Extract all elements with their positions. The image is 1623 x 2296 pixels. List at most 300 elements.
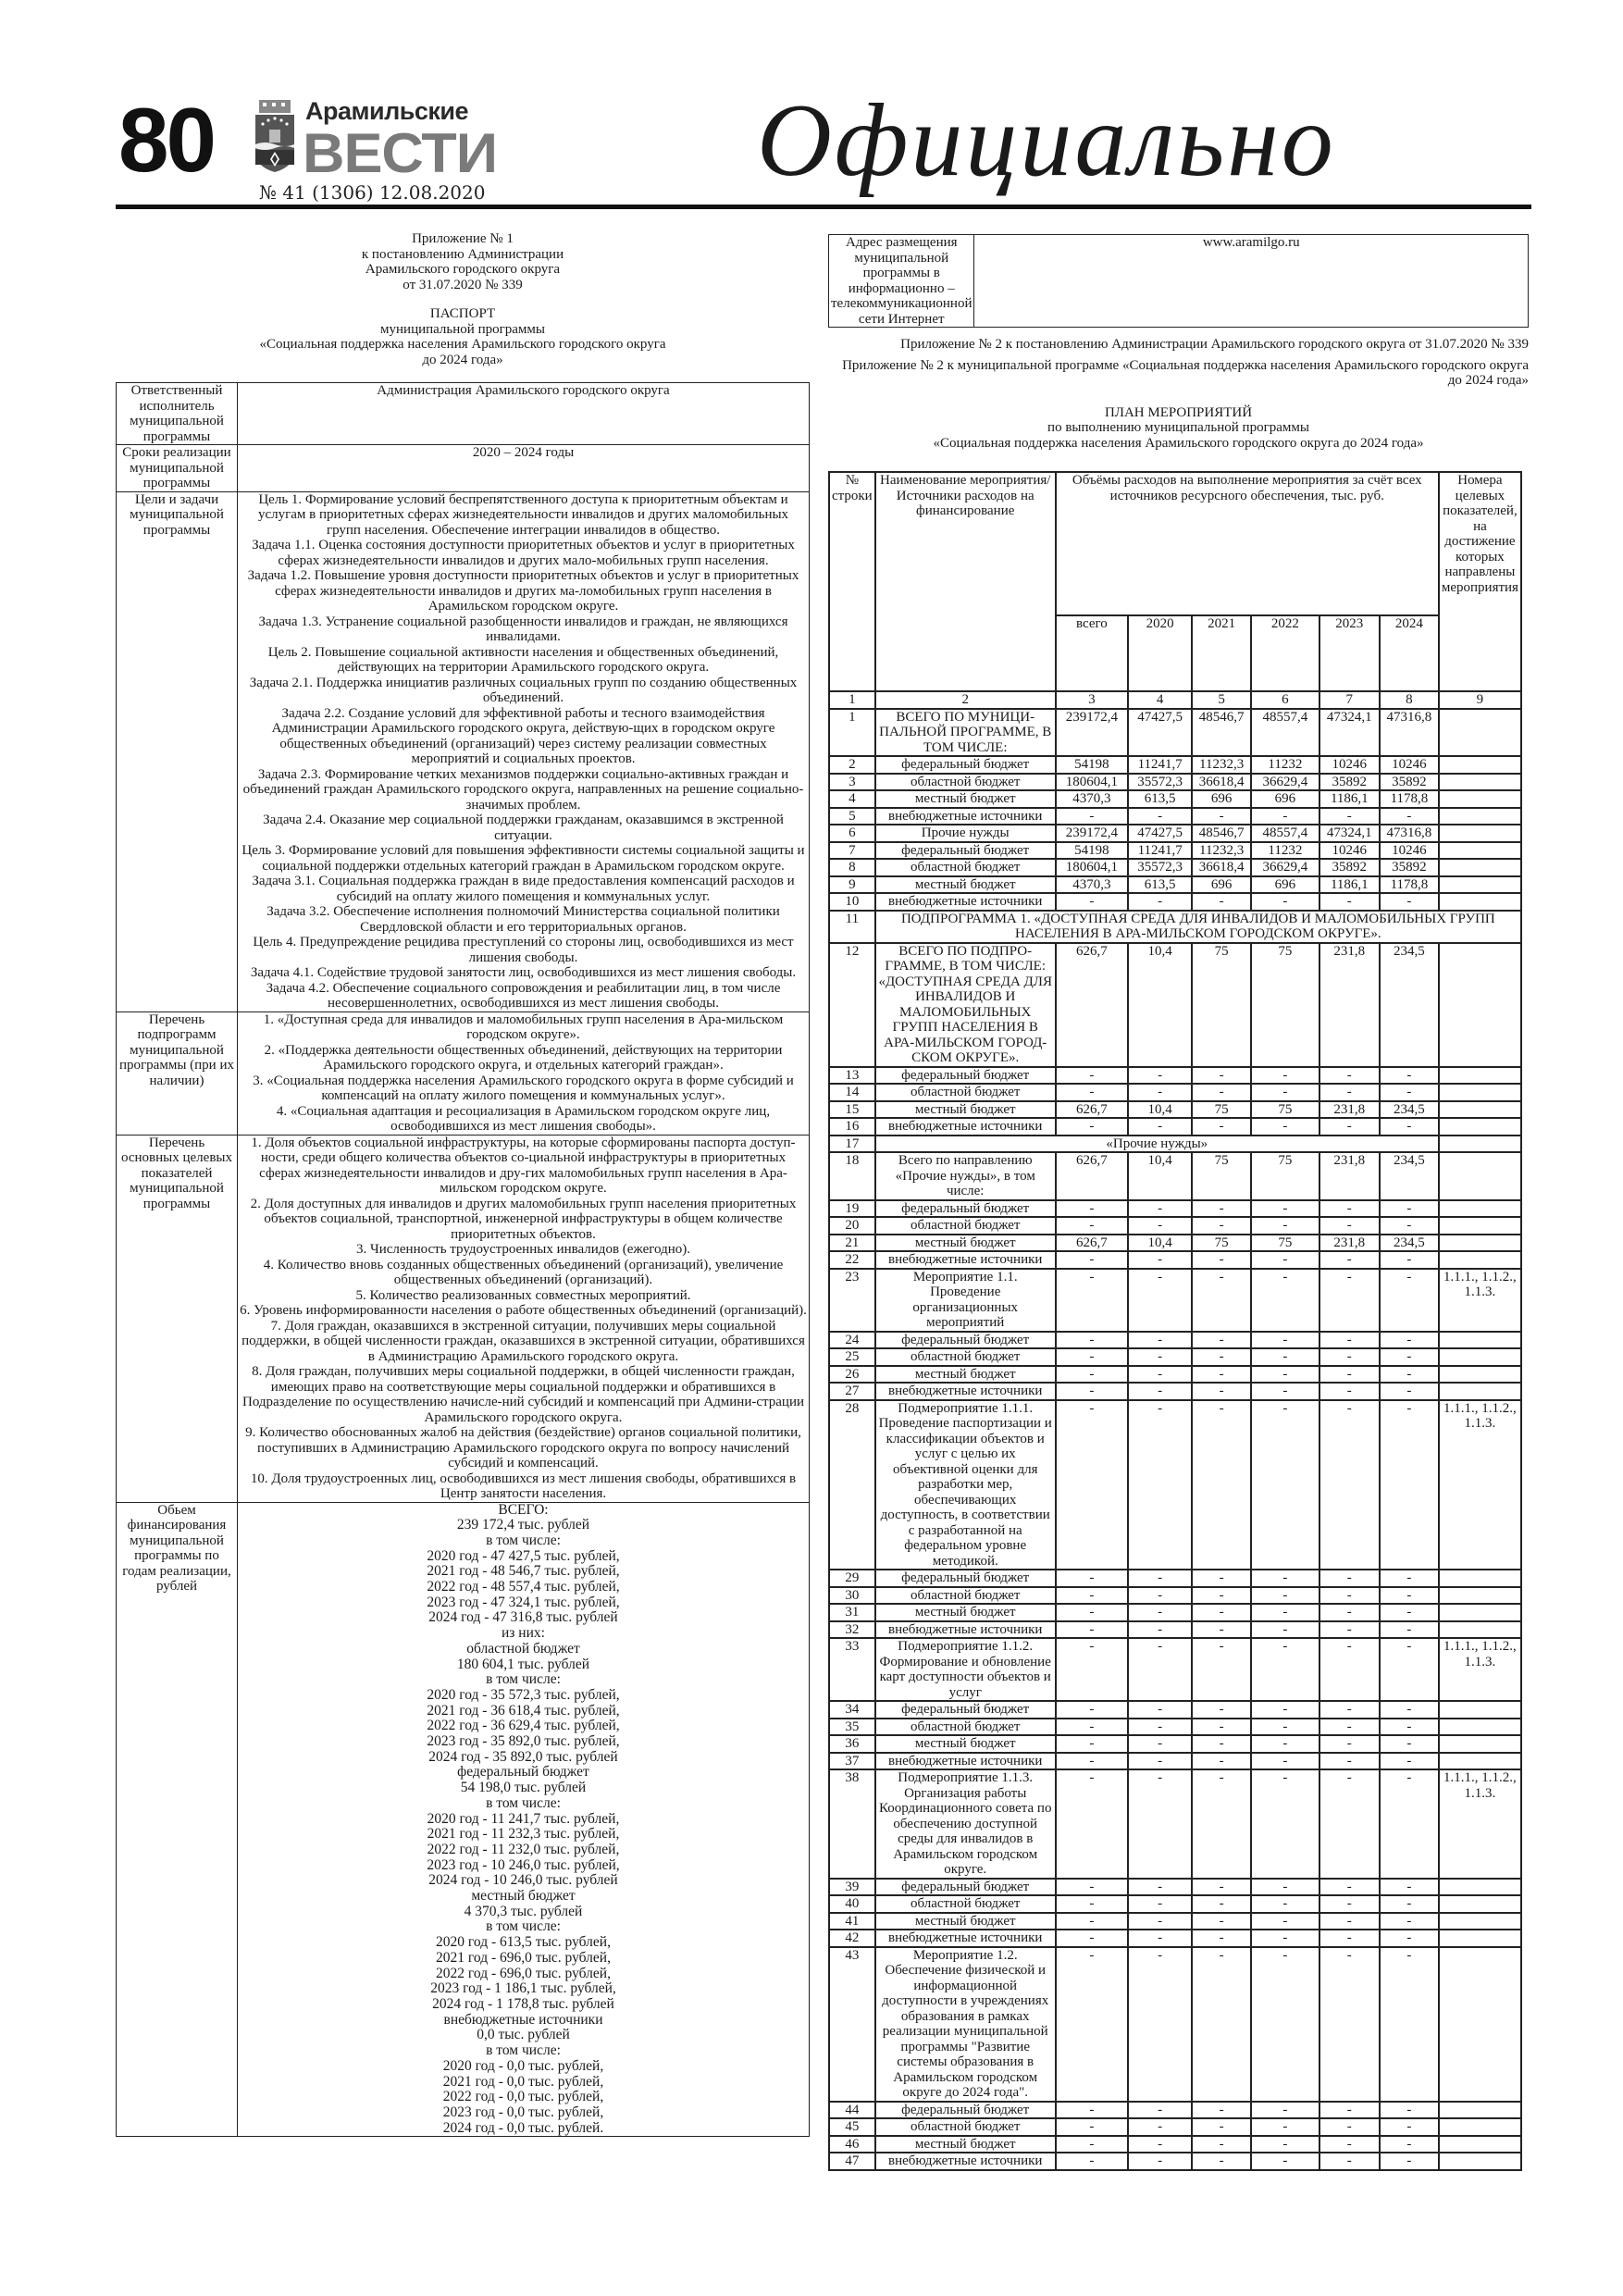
value-year: - [1251,1913,1319,1930]
row-name: Всего по направлению «Прочие нужды», в том числе: [875,1152,1056,1200]
target-cell [1439,1735,1521,1753]
value-year: 10,4 [1128,1152,1192,1200]
address-row [829,235,1529,328]
target-cell: 1.1.1., 1.1.2., 1.1.3. [1439,1400,1521,1570]
value-year: - [1319,1348,1380,1366]
value-year: 75 [1251,1152,1319,1200]
value-year: 10,4 [1128,1235,1192,1252]
target-cell [1439,2153,1521,2170]
value-year: - [1192,1621,1251,1639]
value-year: - [1319,893,1380,911]
value-year: - [1319,1879,1380,1896]
target-cell [1439,1200,1521,1218]
plan-column-numbers-row [829,691,1521,709]
passport-line: областной бюджет [466,1640,580,1657]
plan-row [829,1366,1521,1384]
plan-row [829,1719,1521,1736]
section-title: Официально [757,83,1336,198]
value-year: - [1319,1084,1380,1101]
column-number: 8 [1380,691,1439,709]
value-total: - [1056,1621,1128,1639]
value-year: - [1128,1719,1192,1736]
value-year: - [1192,2118,1251,2136]
row-name: Мероприятие 1.2. Обеспечение физической и информационной доступности в учреждениях образования в рамках реализации муниципальной программы "Развитие системы образования в Арамильском городском округе до 2024 года". [875,1947,1056,2102]
value-year: 47427,5 [1128,709,1192,757]
plan-row [829,774,1521,791]
plan-row [829,1152,1521,1200]
value-year: 75 [1251,1235,1319,1252]
plan-row [829,1136,1521,1153]
header-row-number: № строки [829,472,875,691]
value-year: - [1380,893,1439,911]
value-year: 35892 [1319,774,1380,791]
passport-line: 239 172,4 тыс. рублей [456,1517,590,1533]
target-cell [1439,1913,1521,1930]
target-cell [1439,709,1521,757]
value-year: 36629,4 [1251,774,1319,791]
plan-row [829,1604,1521,1621]
target-cell [1439,1136,1521,1153]
value-year: - [1128,1200,1192,1218]
passport-line: 1. Доля объектов социальной инфраструктуры, на которые сформированы паспорта доступ-ности, среди общего количества объектов со-циальной инфраструктуры в приоритетных сферах жизнедеятельности инвалидов и дру-гих маломобильных групп населения в Ара-мильском городском округе. [251,1135,796,1196]
value-year: - [1319,1200,1380,1218]
value-year: - [1192,1251,1251,1269]
target-cell [1439,808,1521,825]
row-name: областной бюджет [875,1719,1056,1736]
column-number: 7 [1319,691,1380,709]
header-year: 2021 [1192,615,1251,691]
value-total: - [1056,1400,1128,1570]
value-year: - [1192,1913,1251,1930]
plan-row [829,1067,1521,1085]
plan-row [829,859,1521,876]
value-year: - [1128,1570,1192,1587]
value-year: - [1319,1251,1380,1269]
plan-row [829,1269,1521,1332]
value-year: - [1192,1638,1251,1701]
target-cell [1439,1383,1521,1400]
row-name: внебюджетные источники [875,1753,1056,1770]
row-number: 46 [829,2136,875,2153]
row-name: федеральный бюджет [875,1067,1056,1085]
row-number: 11 [829,911,875,943]
value-year: 234,5 [1380,1235,1439,1252]
plan-row [829,893,1521,911]
value-year: - [1319,1621,1380,1639]
value-year: - [1251,1895,1319,1913]
value-year: - [1192,1753,1251,1770]
passport-row-content [238,491,810,1011]
row-number: 34 [829,1701,875,1719]
value-year: 231,8 [1319,943,1380,1067]
row-number: 43 [829,1947,875,2102]
value-total: - [1056,1269,1128,1332]
passport-line: Цель 3. Формирование условий для повышения эффективности системы социальной защиты и социальной поддержки отдельных категорий граждан в Арамильском городском округе. [242,843,805,874]
row-name: местный бюджет [875,1101,1056,1119]
address-value: www.aramilgo.ru [974,235,1529,328]
value-year: - [1192,1719,1251,1736]
target-cell [1439,1930,1521,1947]
value-total: - [1056,2153,1128,2170]
value-total: - [1056,1753,1128,1770]
row-number: 31 [829,1604,875,1621]
row-name: областной бюджет [875,1895,1056,1913]
value-year: - [1251,2136,1319,2153]
plan-row [829,842,1521,860]
plan-row [829,1769,1521,1879]
passport-line: 2020 год - 35 572,3 тыс. рублей, [427,1686,620,1703]
value-year: - [1128,1383,1192,1400]
passport-line: федеральный бюджет [457,1764,589,1781]
newspaper-logo [252,97,520,184]
row-number: 28 [829,1400,875,1570]
value-total: 54198 [1056,756,1128,774]
passport-line: 4. Количество вновь созданных общественных объединений (организаций), увеличение общественных объединений (организаций). [263,1257,784,1287]
value-year: - [1380,1769,1439,1879]
value-year: - [1380,1084,1439,1101]
target-cell [1439,1348,1521,1366]
row-name: внебюджетные источники [875,1251,1056,1269]
passport-line: 2020 год - 11 241,7 тыс. рублей, [427,1810,620,1827]
header-year: 2023 [1319,615,1380,691]
value-year: - [1128,1913,1192,1930]
target-cell [1439,774,1521,791]
row-number: 10 [829,893,875,911]
plan-row [829,1621,1521,1639]
target-cell [1439,825,1521,842]
passport-line: 2020 год - 0,0 тыс. рублей, [442,2057,604,2074]
target-cell [1439,1366,1521,1384]
passport-line: 2. «Поддержка деятельности общественных объединений, действующих на территории Арамильского городского округа, и отдельных категорий граждан». [264,1042,783,1073]
passport-line: в том числе: [486,1671,561,1688]
target-cell [1439,1152,1521,1200]
value-year: - [1128,1947,1192,2102]
value-year: - [1380,1348,1439,1366]
target-cell [1439,1947,1521,2102]
value-year: - [1251,2118,1319,2136]
passport-line: 2021 год - 696,0 тыс. рублей, [436,1949,611,1966]
plan-row [829,1895,1521,1913]
row-name: местный бюджет [875,1735,1056,1753]
value-year: - [1319,1587,1380,1605]
passport-line: внебюджетные источники [443,2011,603,2028]
appendix-line: Арамильского городского округа [365,262,561,277]
value-year: - [1192,1332,1251,1349]
value-year: - [1128,1084,1192,1101]
passport-line: 180 604,1 тыс. рублей [456,1656,590,1672]
value-total: 626,7 [1056,1101,1128,1119]
passport-line: в том числе: [486,1794,561,1811]
value-year: - [1319,1366,1380,1384]
value-year: - [1251,1067,1319,1085]
right-column [828,234,1529,2171]
value-year: - [1380,1947,1439,2102]
row-name: федеральный бюджет [875,1570,1056,1587]
appendix-line: Приложение № 1 [412,231,514,246]
value-year: - [1128,2153,1192,2170]
target-cell [1439,1587,1521,1605]
row-number: 40 [829,1895,875,1913]
plan-row [829,1118,1521,1136]
plan-row [829,1930,1521,1947]
passport-line: 2024 год - 47 316,8 тыс. рублей [428,1609,618,1626]
value-year: - [1128,1895,1192,1913]
passport-line: в том числе: [486,1532,561,1548]
row-number: 38 [829,1769,875,1879]
value-total: 626,7 [1056,943,1128,1067]
value-year: - [1128,808,1192,825]
row-number: 25 [829,1348,875,1366]
value-year: 11232 [1251,756,1319,774]
row-number: 44 [829,2102,875,2119]
plan-title-line: ПЛАН МЕРОПРИЯТИЙ [1104,404,1253,420]
target-cell [1439,859,1521,876]
row-name: федеральный бюджет [875,1200,1056,1218]
value-year: 1186,1 [1319,876,1380,894]
value-year: 35572,3 [1128,774,1192,791]
passport-line: 5. Количество реализованных совместных мероприятий. [355,1287,691,1303]
row-name: ВСЕГО ПО ПОДПРО-ГРАММЕ, В ТОМ ЧИСЛЕ: «ДОСТУПНАЯ СРЕДА ДЛЯ ИНВАЛИДОВ И МАЛОМОБИЛЬНЫХ ГРУПП НАСЕЛЕНИЯ В АРА-МИЛЬСКОМ ГОРОД-СКОМ ОКРУГЕ». [875,943,1056,1067]
passport-row [117,383,810,445]
appendix-1-header [116,231,810,292]
row-number: 3 [829,774,875,791]
value-year: - [1319,1947,1380,2102]
passport-line: 2024 год - 0,0 тыс. рублей. [442,2119,604,2136]
value-year: 36618,4 [1192,774,1251,791]
value-total: - [1056,1570,1128,1587]
passport-line: 7. Доля граждан, оказавшихся в экстренной ситуации, получивших меры социальной поддержки, в общей численности граждан, оказавшихся в экстренной ситуации, обратившихся в Администрацию Арамильского городского округа. [242,1318,805,1364]
value-year: - [1319,1383,1380,1400]
passport-row-content [238,1135,810,1502]
passport-line: 2023 год - 10 246,0 тыс. рублей, [427,1856,620,1873]
value-year: - [1128,893,1192,911]
row-number: 16 [829,1118,875,1136]
value-year: - [1251,1118,1319,1136]
target-cell [1439,1118,1521,1136]
row-name: федеральный бюджет [875,2102,1056,2119]
header-year: 2020 [1128,615,1192,691]
row-number: 37 [829,1753,875,1770]
value-year: - [1380,1701,1439,1719]
plan-row [829,1235,1521,1252]
plan-row [829,1101,1521,1119]
passport-row-label: Цели и задачи муниципальной программы [117,491,238,1011]
value-year: 234,5 [1380,1152,1439,1200]
value-year: - [1128,1332,1192,1349]
value-year: - [1380,1269,1439,1332]
value-year: - [1251,2153,1319,2170]
passport-line: 2021 год - 36 618,4 тыс. рублей, [427,1702,620,1719]
row-name: местный бюджет [875,790,1056,808]
target-cell [1439,2102,1521,2119]
value-total: - [1056,1332,1128,1349]
header-volumes: Объёмы расходов на выполнение мероприятия за счёт всех источников ресурсного обеспечения, тыс. руб. [1056,472,1439,615]
value-year: - [1192,1895,1251,1913]
row-name: областной бюджет [875,1348,1056,1366]
value-total: 180604,1 [1056,774,1128,791]
row-name: федеральный бюджет [875,756,1056,774]
plan-title-line: «Социальная поддержка населения Арамильского городского округа до 2024 года» [933,435,1424,451]
value-year: - [1319,1735,1380,1753]
value-year: - [1128,1348,1192,1366]
column-number: 6 [1251,691,1319,709]
value-year: - [1128,1753,1192,1770]
passport-row [117,1135,810,1502]
value-year: - [1192,1400,1251,1570]
section-heading: «Прочие нужды» [875,1136,1439,1153]
row-number: 39 [829,1879,875,1896]
appendix-line: к постановлению Администрации [361,246,564,262]
plan-row [829,1753,1521,1770]
value-year: 10,4 [1128,1101,1192,1119]
value-year: 36618,4 [1192,859,1251,876]
row-number: 18 [829,1152,875,1200]
address-label: Адрес размещения муниципальной программы в информационно – телекоммуникационной сети Интернет [829,235,974,328]
passport-line: 2023 год - 1 186,1 тыс. рублей, [430,1980,616,1997]
row-name: областной бюджет [875,1217,1056,1235]
value-year: - [1128,1879,1192,1896]
value-year: - [1192,1217,1251,1235]
value-year: - [1380,1251,1439,1269]
value-year: 35892 [1319,859,1380,876]
plan-row [829,1701,1521,1719]
row-name: областной бюджет [875,2118,1056,2136]
value-total: - [1056,1879,1128,1896]
value-year: - [1319,1118,1380,1136]
plan-row [829,1570,1521,1587]
value-total: - [1056,1638,1128,1701]
header-name: Наименование мероприятия/Источники расходов на финансирование [875,472,1056,691]
passport-line: 2024 год - 35 892,0 тыс. рублей [428,1748,618,1765]
value-year: 11232,3 [1192,842,1251,860]
passport-line: Задача 2.1. Поддержка инициатив различных социальных групп по созданию общественных объединений. [249,675,798,705]
passport-line: 2. Доля доступных для инвалидов и других маломобильных групп населения приоритетных объектов социальной, транспортной, инженерной инфраструктуры в общем количестве приоритетных объектов. [250,1196,797,1242]
value-year: 47316,8 [1380,825,1439,842]
value-year: - [1251,1930,1319,1947]
passport-line: 2020 – 2024 годы [472,445,575,460]
value-year: - [1128,1118,1192,1136]
value-year: - [1380,808,1439,825]
value-year: - [1128,1930,1192,1947]
target-cell [1439,2118,1521,2136]
row-name: местный бюджет [875,1604,1056,1621]
value-year: - [1251,1383,1319,1400]
target-cell [1439,1332,1521,1349]
plan-header-row [829,472,1521,615]
value-year: - [1319,1769,1380,1879]
value-year: - [1251,1947,1319,2102]
row-name: местный бюджет [875,876,1056,894]
passport-row [117,1011,810,1135]
logo-text-top: Арамильские [305,97,468,125]
value-year: - [1380,1200,1439,1218]
passport-line: 0,0 тыс. рублей [477,2027,570,2043]
value-year: - [1251,1366,1319,1384]
row-number: 20 [829,1217,875,1235]
value-year: 613,5 [1128,876,1192,894]
value-year: 35892 [1380,774,1439,791]
passport-title-line: «Социальная поддержка населения Арамильского городского округа [259,337,666,352]
plan-row [829,1913,1521,1930]
value-year: - [1128,1366,1192,1384]
passport-row-content [238,383,810,445]
row-number: 27 [829,1383,875,1400]
value-year: - [1380,1638,1439,1701]
value-year: 234,5 [1380,1101,1439,1119]
plan-row [829,709,1521,757]
passport-line: 2021 год - 48 546,7 тыс. рублей, [427,1563,620,1580]
target-cell [1439,1753,1521,1770]
value-year: - [1192,2136,1251,2153]
value-year: - [1380,1217,1439,1235]
value-total: - [1056,1587,1128,1605]
value-year: 231,8 [1319,1152,1380,1200]
value-year: - [1192,1200,1251,1218]
header-total: всего [1056,615,1128,691]
column-number: 5 [1192,691,1251,709]
passport-line: 8. Доля граждан, получивших меры социальной поддержки, в общей численности граждан, имеющих право на соответствующие меры социальной поддержки и обратившихся в Подразделение по осуществлению начисле-ний субсидий и компенсаций при Админи-страции Арамильского городского округа. [242,1364,804,1425]
value-year: - [1128,2118,1192,2136]
passport-line: Цель 4. Предупреждение рецидива преступлений со стороны лиц, освободившихся из мест лишения свободы. [253,935,794,965]
value-year: - [1319,1217,1380,1235]
target-cell [1439,842,1521,860]
plan-row [829,2136,1521,2153]
plan-row [829,2118,1521,2136]
target-cell [1439,1604,1521,1621]
value-year: - [1380,2102,1439,2119]
logo-text-main: ВЕСТИ [303,122,497,184]
value-year: - [1251,1348,1319,1366]
passport-line: 2020 год - 47 427,5 тыс. рублей, [427,1547,620,1564]
row-number: 29 [829,1570,875,1587]
passport-row-content [238,1011,810,1135]
passport-row [117,491,810,1011]
value-total: 626,7 [1056,1152,1128,1200]
row-name: Подмероприятие 1.1.2. Формирование и обновление карт доступности объектов и услуг [875,1638,1056,1701]
passport-line: ВСЕГО: [498,1501,549,1518]
value-year: 47324,1 [1319,825,1380,842]
value-year: - [1192,2153,1251,2170]
value-year: - [1380,1383,1439,1400]
value-year: - [1192,1383,1251,1400]
value-year: - [1128,2136,1192,2153]
plan-row [829,808,1521,825]
value-year: - [1251,1200,1319,1218]
value-year: - [1251,1084,1319,1101]
value-year: - [1251,1332,1319,1349]
value-year: 696 [1192,790,1251,808]
passport-line: Цель 2. Повышение социальной активности населения и общественных объединений, действующих на территории Арамильского городского округа. [267,644,779,675]
passport-line: 2023 год - 0,0 тыс. рублей, [442,2104,604,2120]
value-year: - [1380,1913,1439,1930]
value-year: - [1128,1251,1192,1269]
value-year: 231,8 [1319,1235,1380,1252]
value-year: - [1319,1719,1380,1736]
value-year: - [1319,2136,1380,2153]
passport-line: Задача 3.2. Обеспечение исполнения полномочий Министерства социальной политики Свердловской области и его территориальных органов. [266,904,780,935]
value-total: 180604,1 [1056,859,1128,876]
value-year: - [1319,2102,1380,2119]
value-year: - [1380,2118,1439,2136]
header-year: 2022 [1251,615,1319,691]
row-name: областной бюджет [875,1587,1056,1605]
value-year: - [1192,1084,1251,1101]
value-year: - [1251,1570,1319,1587]
passport-row-label: Ответственный исполнитель муниципальной программы [117,383,238,445]
row-name: внебюджетные источники [875,1930,1056,1947]
passport-line: Задача 4.2. Обеспечение социального сопровождения и реабилитации лиц, в том числе несовершеннолетних, освободившихся из мест лишения свободы. [266,980,781,1011]
passport-line: Задача 2.3. Формирование четких механизмов поддержки социально-активных граждан и объединений граждан Арамильского городского округа, направленных на решение социально-значимых проблем. [242,766,804,813]
